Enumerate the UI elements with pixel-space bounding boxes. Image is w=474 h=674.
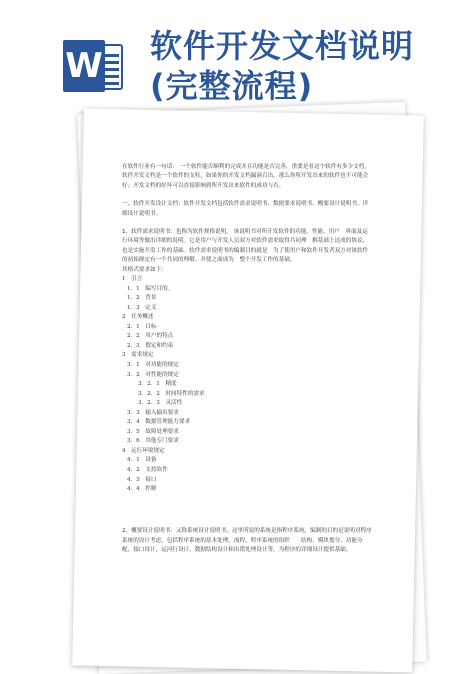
outline-item: 1 引言 [122,276,143,283]
outline-item: 3．6 其他专门要求 [127,438,179,445]
outline-item: 1．2 背景 [127,295,157,302]
outline-item: 3．2．3 灵活性 [138,400,183,407]
requirements-outline [122,275,372,495]
outline-item: 2．3 假定和约束 [127,342,174,349]
outline-item: 3．3 输入输出要求 [127,409,179,416]
title-line-2: (完整流程) [150,67,314,105]
outline-item: 2．1 目标 [127,323,157,330]
title-line-1: 软件开发文档说明 [150,27,415,65]
word-logo-icon [63,40,125,92]
outline-item: 4．3 接口 [127,476,157,483]
section-requirements-spec: 1、软件需求说明书：也称为软件规格说明。 该说明书对所开发软件的功能、性能、用户 界面及运行环境等做出详细的说明。它是用户与开发人员双方对软件需求取得共同理 解基础上达成的协议，也是实施开发工作的基础。软件需求说明书的编制目的就是 为了使用户和软件开发者双方对该软件的初始规定有一个共同的理解、并使之面成为 整个开发工作的基础。 [122,229,369,264]
outline-item: 2 任务概述 [122,314,154,321]
outline-item: 3．1 对功能的规定 [127,361,179,368]
outline-item: 3 需求规定 [122,352,154,359]
outline-item: 3．2 对性能的规定 [127,371,179,378]
outline-item: 3．4 数据管理能力要求 [127,419,191,426]
outline-item: 4 运行环境规定 [122,447,165,454]
outline-item: 2．2 用户的特点 [127,333,174,340]
section-design-docs: 一、软件开发设计文档：软件开发文档包括软件需求说明书、数据要求说明书、概要设计说明书、详细设计说明书。 [122,201,369,217]
outline-item: 1．1 编写目的。 [127,285,174,292]
outline-item: 3．2．2 时间特性的需求 [138,390,205,397]
section-overview-design: 2、概要设计说明书：又称系统设计说明书，这里所说的系统是指程序系统，编制的目的是说明对程序系统的设计考虑，包括程序系统的基本处理，流程，程序系统的组织 结构、模块划分、功能分配、接口设计，运河行设计、数据结构设计和出错处理设计等，为程序的详细设计提供基础。 [122,528,372,554]
outline-item: 4．1 设备 [127,457,157,464]
outline-item: 3．5 故障处理要求 [127,428,179,435]
intro-paragraph: 在软件行业有一句话： 一个软件能否顺利的完成并且功能是否完善，重要是看这个软件有多少文档，软件开发文档是一个软件的支柱，如果你的开发文档漏洞百出，那么你所开发出来的软件也不可能会好；开发文档的好坏可以直接影响到所开发出来软件的成功与否。 [122,164,370,189]
document-content [122,163,372,495]
outline-item: 3．2．1 精度 [138,381,177,388]
outline-item: 4．4 控制 [127,486,157,493]
page-title [150,26,470,106]
banner-header [0,0,474,112]
word-letter: W [63,40,105,92]
outline-item: 1．3 定义 [127,304,157,311]
outline-item: 4．2 支持软件 [127,467,168,473]
outline-intro: 其格式要求如下： [122,266,167,273]
